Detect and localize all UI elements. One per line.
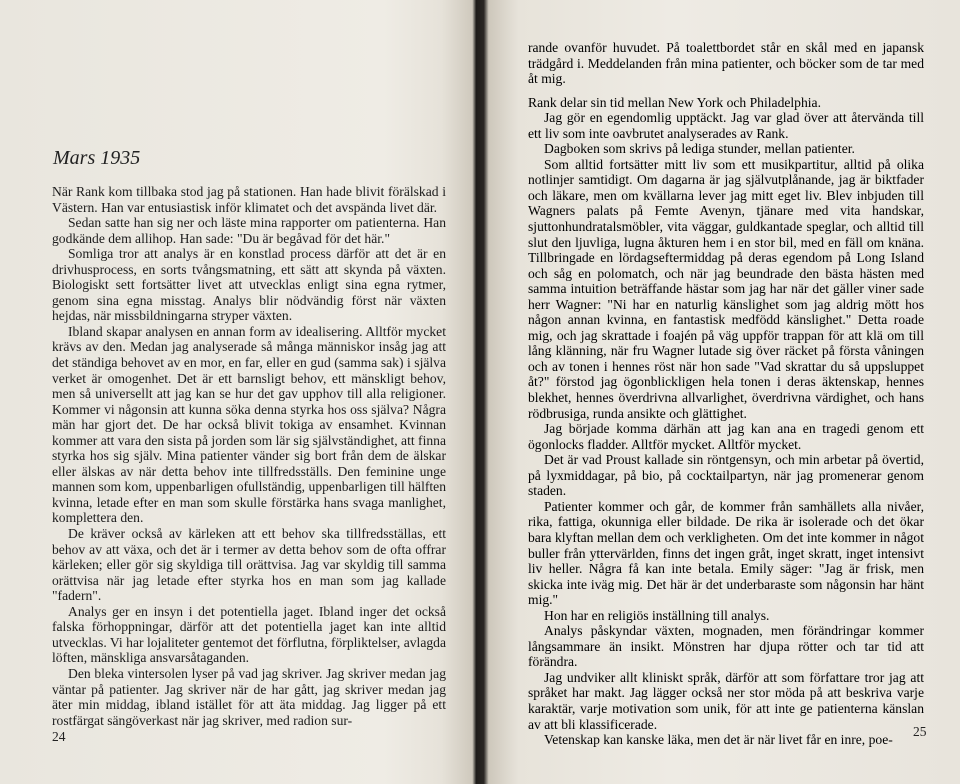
paragraph: Det är vad Proust kallade sin röntgensyn, och min arbetar på övertid, på lyxmiddagar, på bio, på cocktailpartyn, när jag promenerar genom staden. <box>528 452 924 499</box>
paragraph: Hon har en religiös inställning till analys. <box>544 607 770 623</box>
paragraph: Vetenskap kan kanske läka, men det är när livet får en inre, poe- <box>544 732 893 748</box>
page-number: 25 <box>913 724 927 739</box>
left-page <box>0 0 470 784</box>
paragraph: Ibland skapar analysen en annan form av idealisering. Alltför mycket krävs av den. Medan jag analyserade så många människor insåg jag att det ständiga behovet av en mor, en far, eller en gud (samma sak) i själva verket är omogenhet. Det är ett barnsligt behov, ett mänskligt behov, men så universellt att jag kan se hur det gav upphov till alla religioner. Kommer vi någonsin att kunna söka denna styrka hos oss själva? Några män har gjort det. De har också blivit tokiga av ensamhet. Kvinnan kommer att vara den sista på jorden som lär sig självständighet, att finna styrka hos sig själv. Mina patienter vänder sig bort från dem de älskar eller älskas av när detta behov inte tillfredsställs. Den feminine unge mannen som kom, uppenbarligen ofullständig, uppenbarligen till hälften kvinna, letade efter en man som skulle förstärka hans svaga manlighet, komplettera den. <box>52 323 446 526</box>
paragraph: När Rank kom tillbaka stod jag på stationen. Han hade blivit förälskad i Västern. Han var entusiastisk inför klimatet och det avspända livet där. <box>52 184 446 215</box>
paragraph: De kräver också av kärleken att ett behov ska tillfredsställas, ett behov av att växa, och det är i termer av detta behov som de ofta offrar kärleken; eller gör sig skyldiga till orättvisa. Jag var skyldig till samma orättvisa när jag letade efter styrka hos en man som jag kallade "fadern". <box>52 526 446 604</box>
paragraph: Den bleka vintersolen lyser på vad jag skriver. Jag skriver medan jag väntar på patienter. Jag skriver när de har gått, jag skriver medan jag äter min middag, ibland istället för att äta middag. Jag ligger på ett rostfärgat sängöverkast när jag skriver, med radion sur- <box>52 665 446 728</box>
paragraph: rande ovanför huvudet. På toalettbordet står en skål med en japansk trädgård i. Meddelanden från mina patienter, och böcker som de tar med åt mig. <box>528 40 924 87</box>
left-page-body <box>52 184 446 728</box>
paragraph: Analys ger en insyn i det potentiella jaget. Ibland inger det också falska förhoppningar, därför att det potentiella jaget kan inte alltid utvecklas. Vi har lojaliteter gentemot det förflutna, förpliktelser, avlagda löften, mänskliga ansvarsåtaganden. <box>52 603 446 666</box>
paragraph: Jag började komma därhän att jag kan ana en tragedi genom ett ögonlocks fladder. Alltför mycket. Alltför mycket. <box>528 421 924 452</box>
paragraph: Rank delar sin tid mellan New York och Philadelphia. <box>528 94 821 110</box>
paragraph: Jag gör en egendomlig upptäckt. Jag var glad över att återvända till ett liv som inte oavbrutet analyserades av Rank. <box>528 110 924 141</box>
paragraph: Sedan satte han sig ner och läste mina rapporter om patienterna. Han godkände dem allihop. Han sade: "Du är begåvad för det här." <box>52 215 446 246</box>
paragraph: Analys påskyndar växten, mognaden, men förändringar kommer långsammare än insikt. Mönstren har djupa rötter och tar tid att förändra. <box>528 623 924 670</box>
chapter-heading: Mars 1935 <box>53 147 141 169</box>
paragraph: Somliga tror att analys är en konstlad process därför att det är en drivhusprocess, en sorts tvångsmatning, ett sätt att skynda på växten. Biologiskt sett fortsätter livet att utvecklas enligt sina egna rytmer, genom sina egna misstag. Analys blir nödvändig först när växten hejdas, när missbildningarna stryper växten. <box>52 246 446 324</box>
paragraph: Jag undviker allt kliniskt språk, därför att som författare tror jag att språket har makt. Jag lägger också ner stor möda på att beskriva varje karaktär, varje motivation som unik, för att inte ge patienterna känslan av att bli klassificerade. <box>528 669 924 732</box>
paragraph: Som alltid fortsätter mitt liv som ett musikpartitur, alltid på olika notlinjer samtidigt. Om dagarna är jag självutplånande, jag är biktfader och läkare, men om kvällarna lever jag mitt eget liv. Blev inbjuden till Wagners palats på Femte Avenyn, tjänare med vita handskar, sjuttonhundratalsmöbler, vita väggar, guldkantade speglar, och alltid till slut den ljuvliga, lugna åkturen hem i en stor bil, med en fäll om knäna. Tillbringade en lördagseftermiddag på deras egendom på Long Island och såg en polomatch, och när jag beundrade den bästa hästen med samma intuition beträffande hästar som jag har när det gäller viner sade herr Wagner: "Ni har en naturlig känslighet som jag aldrig mött hos någon annan kvinna, en fantastisk medfödd känslighet." Detta roade mig, och jag skrattade i foajén på väg uppför trappan för att klä om till lång klänning, när fru Wagner lutade sig över räcket på första våningen och av tonen i hennes röst när hon sade "Vad skrattar du så uppsluppet åt?" förstod jag ögonblickligen hela tonen i deras äktenskap, hennes blekhet, hennes överdrivna allvarlighet, överdrivna värdighet, och hans rödbrusiga, runda ansikte och glättighet. <box>528 156 924 421</box>
page-number: 24 <box>52 729 66 744</box>
right-page-body <box>528 40 924 748</box>
paragraph: Patienter kommer och går, de kommer från samhällets alla nivåer, rika, fattiga, okunniga eller bildade. De rika är isolerade och det ökar bara klyftan mellan dem och verkligheten. Om det inte kommer in något buller från yttervärlden, finns det ingen gråt, inget skratt, inget intensivt liv heller. Några få kan inte betala. Emily säger: "Jag är frisk, men skicka inte iväg mig. Det här är det underbaraste som någonsin har hänt mig." <box>528 498 924 608</box>
paragraph: Dagboken som skrivs på lediga stunder, mellan patienter. <box>544 141 855 157</box>
